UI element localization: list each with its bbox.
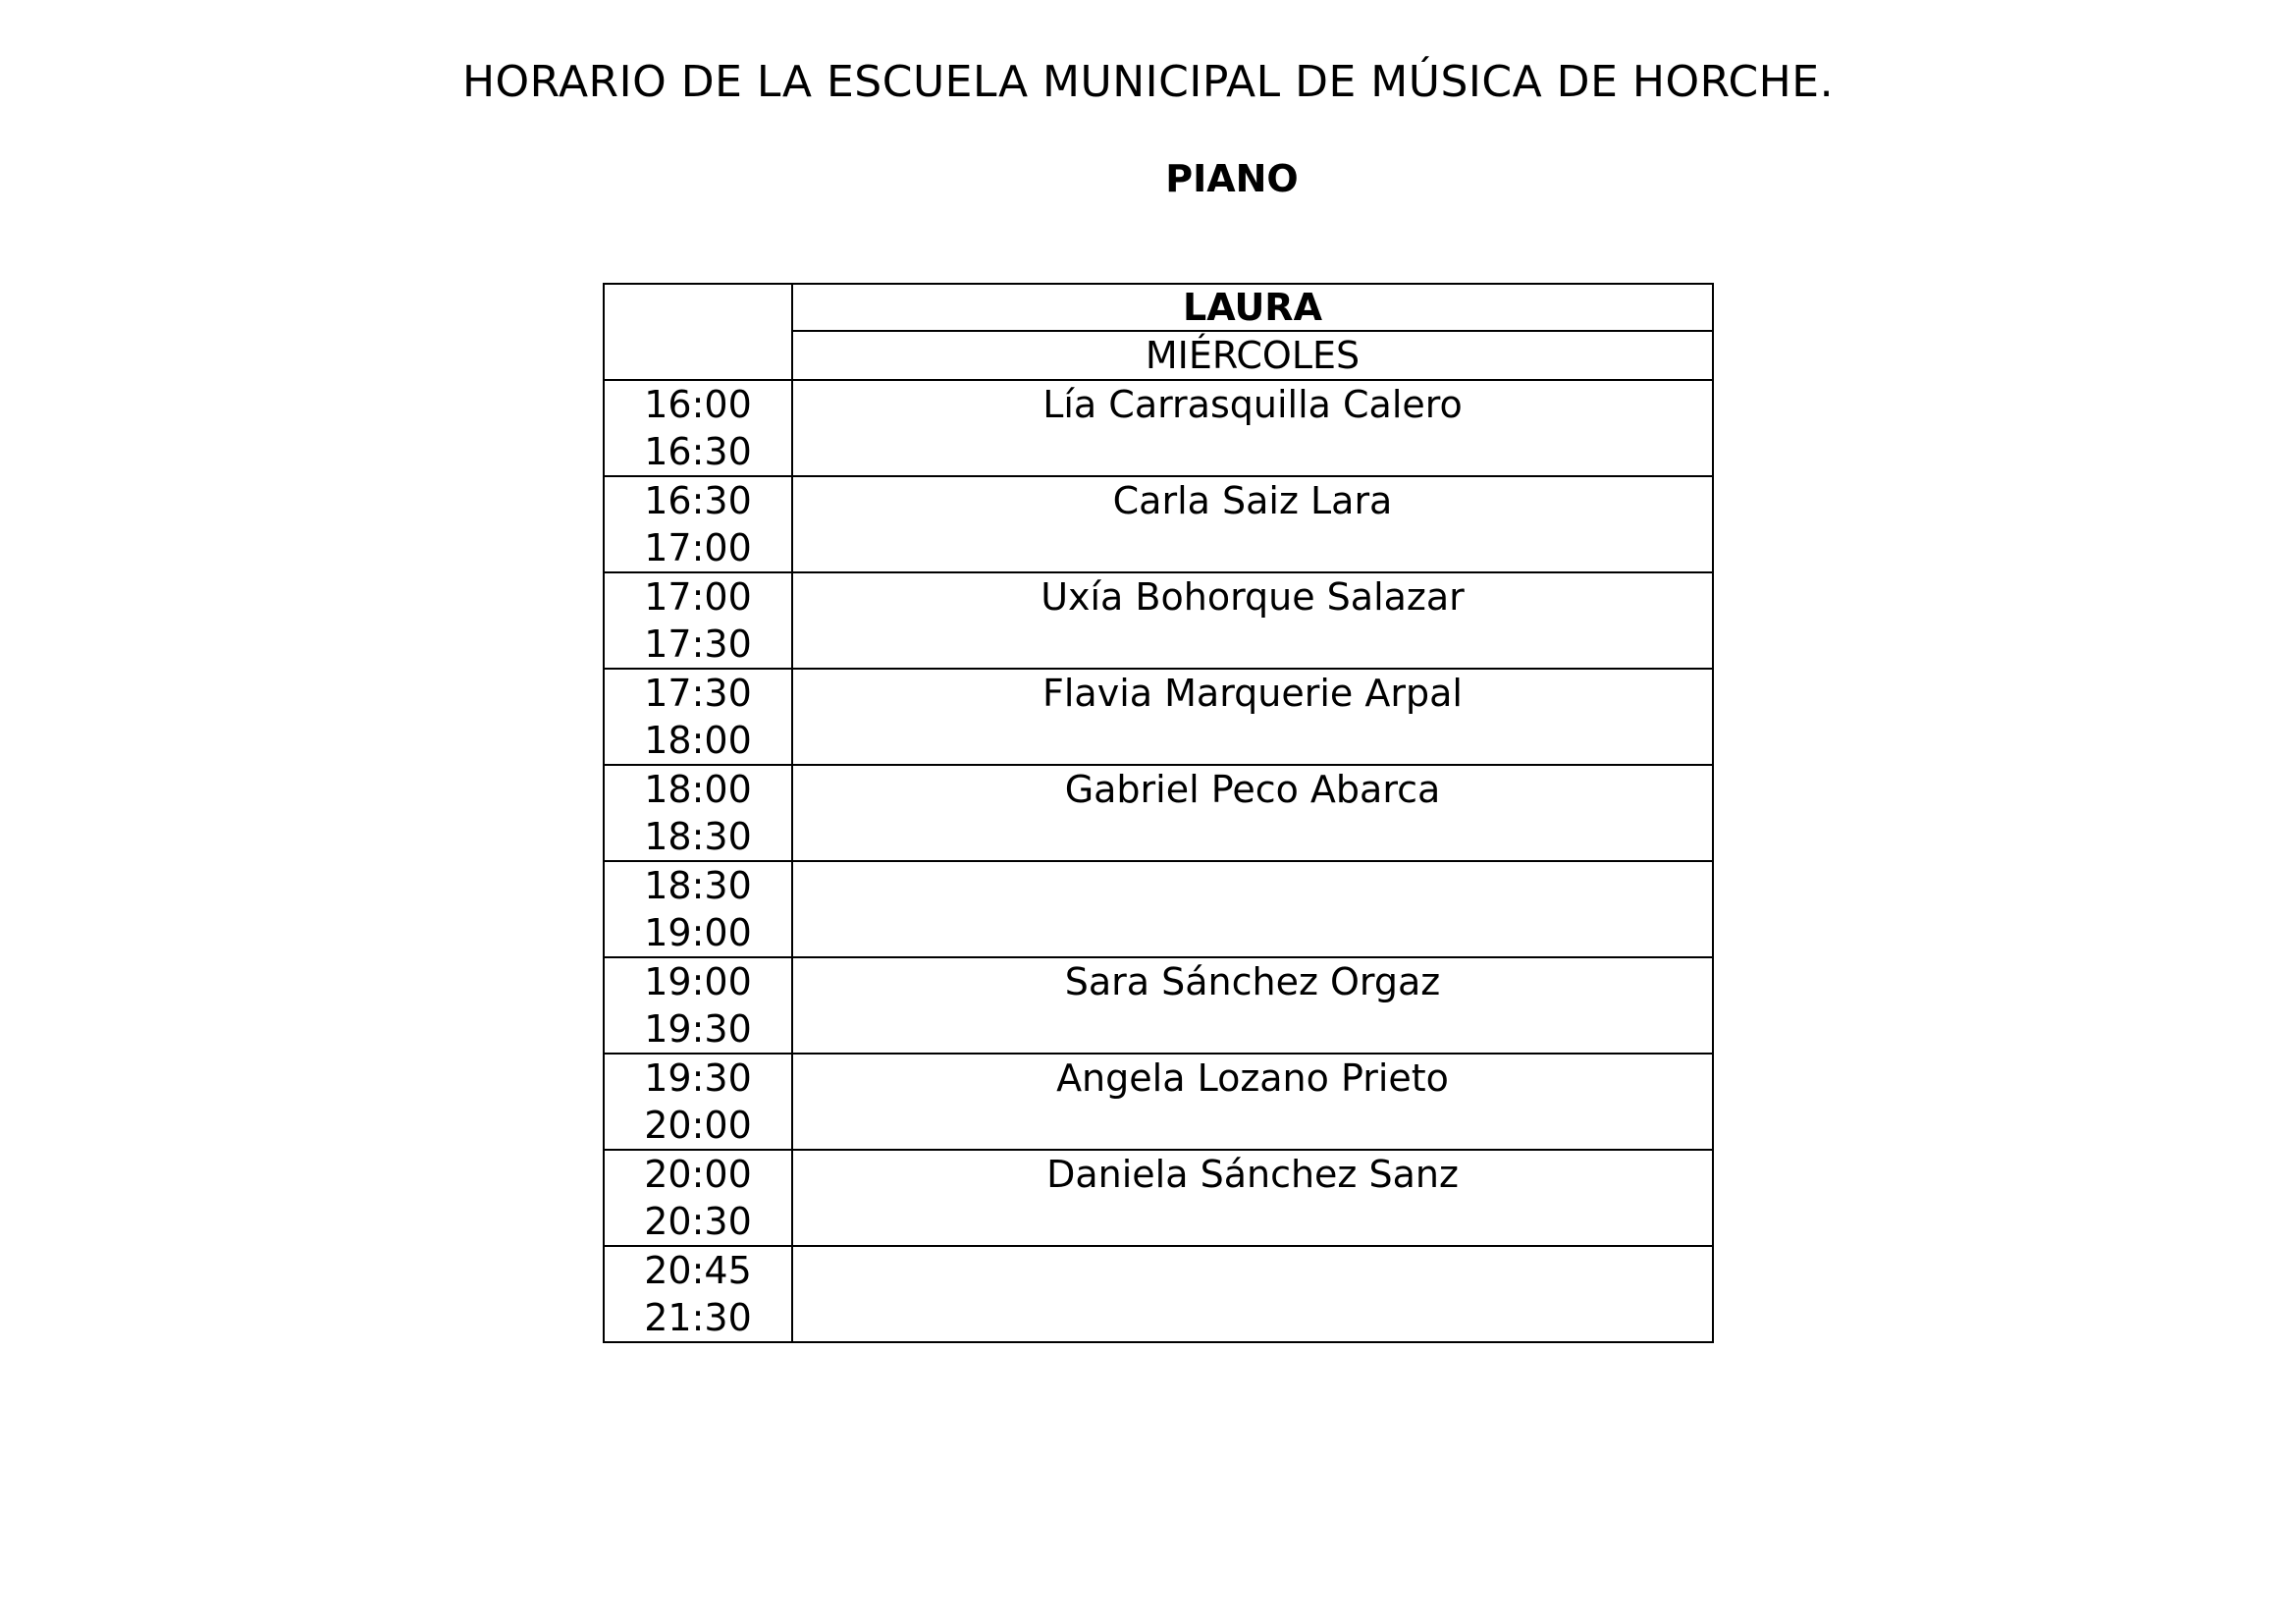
time-slot-cell: [604, 572, 792, 669]
time-slot-cell: [604, 669, 792, 765]
table-row: [604, 1150, 1713, 1246]
time-slot-cell: [604, 765, 792, 861]
header-row-teacher: [604, 284, 1713, 331]
student-name-cell: Uxía Bohorque Salazar: [792, 572, 1713, 669]
table-row: [604, 861, 1713, 957]
student-name-cell: [792, 861, 1713, 957]
student-name-cell: Sara Sánchez Orgaz: [792, 957, 1713, 1054]
schedule-body: [604, 284, 1713, 1342]
slot-start-time: 18:30: [644, 864, 752, 907]
slot-end-time: 20:30: [644, 1200, 752, 1243]
student-name-cell: Gabriel Peco Abarca: [792, 765, 1713, 861]
student-name-cell: Lía Carrasquilla Calero: [792, 380, 1713, 476]
slot-start-time: 17:30: [644, 672, 752, 715]
slot-start-time: 20:45: [644, 1249, 752, 1292]
slot-end-time: 19:30: [644, 1007, 752, 1051]
slot-start-time: 17:00: [644, 575, 752, 619]
slot-end-time: 17:00: [644, 526, 752, 569]
corner-cell: [604, 284, 792, 380]
time-slot-cell: [604, 1150, 792, 1246]
table-row: [604, 572, 1713, 669]
student-name-cell: [792, 1246, 1713, 1342]
time-slot-cell: [604, 476, 792, 572]
slot-end-time: 18:30: [644, 815, 752, 858]
slot-start-time: 16:00: [644, 383, 752, 426]
instrument-heading: PIANO: [1165, 157, 1299, 200]
time-slot-cell: [604, 957, 792, 1054]
time-slot-cell: [604, 1054, 792, 1150]
table-row: [604, 1054, 1713, 1150]
slot-start-time: 19:30: [644, 1056, 752, 1100]
table-row: [604, 1246, 1713, 1342]
slot-end-time: 21:30: [644, 1296, 752, 1339]
table-row: [604, 957, 1713, 1054]
slot-end-time: 17:30: [644, 622, 752, 666]
slot-end-time: 16:30: [644, 430, 752, 473]
slot-end-time: 19:00: [644, 911, 752, 954]
student-name-cell: Flavia Marquerie Arpal: [792, 669, 1713, 765]
day-name: MIÉRCOLES: [792, 331, 1713, 380]
student-name-cell: Angela Lozano Prieto: [792, 1054, 1713, 1150]
table-row: [604, 765, 1713, 861]
slot-end-time: 20:00: [644, 1104, 752, 1147]
time-slot-cell: [604, 1246, 792, 1342]
page-title: HORARIO DE LA ESCUELA MUNICIPAL DE MÚSICA DE HORCHE.: [461, 57, 1835, 107]
time-slot-cell: [604, 380, 792, 476]
slot-start-time: 16:30: [644, 479, 752, 522]
student-name-cell: Carla Saiz Lara: [792, 476, 1713, 572]
schedule-table: [603, 283, 1714, 1343]
student-name-cell: Daniela Sánchez Sanz: [792, 1150, 1713, 1246]
slot-end-time: 18:00: [644, 719, 752, 762]
table-row: [604, 669, 1713, 765]
table-row: [604, 476, 1713, 572]
time-slot-cell: [604, 861, 792, 957]
slot-start-time: 18:00: [644, 768, 752, 811]
teacher-name: LAURA: [792, 284, 1713, 331]
table-row: [604, 380, 1713, 476]
slot-start-time: 19:00: [644, 960, 752, 1003]
slot-start-time: 20:00: [644, 1153, 752, 1196]
